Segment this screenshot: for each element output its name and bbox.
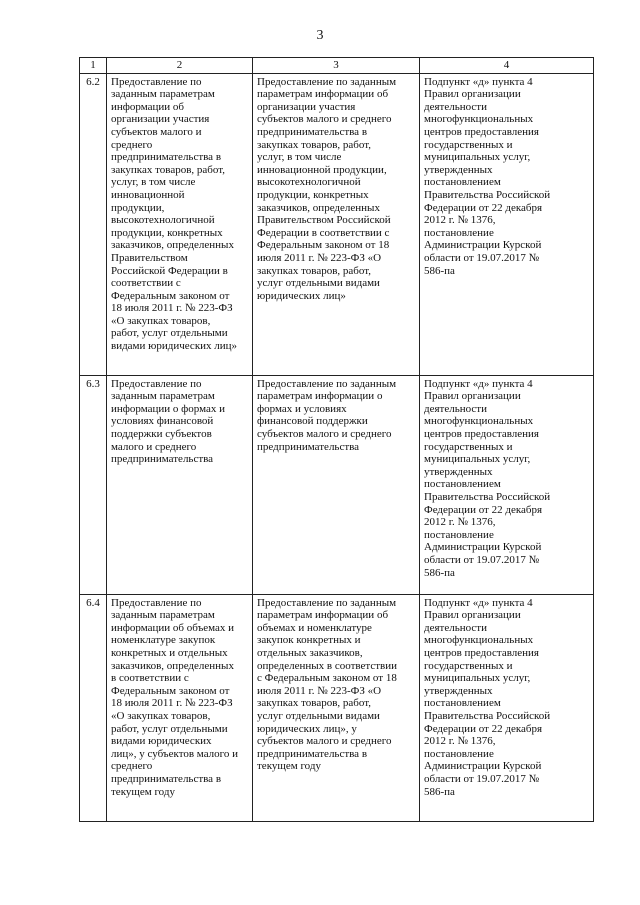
header-col-2: 2 bbox=[107, 58, 253, 74]
header-col-3: 3 bbox=[253, 58, 420, 74]
row-number: 6.4 bbox=[80, 594, 107, 821]
page-number: 3 bbox=[316, 28, 324, 43]
service-name-cell: Предоставление по заданным параметрам информации об организации участия субъектов малого и среднего предпринимательства в закупках товаров, работ, услуг, в том числе инновационной продукции, высокотехнологичной продукции, конкретных заказчиков, определенных Правительством Российской Федерации в соответствии с Федеральным законом от 18 июля 2011 г. № 223-ФЗ «О закупках товаров, работ, услуг отдельными видами юридических лиц» bbox=[107, 73, 253, 375]
table-row bbox=[80, 594, 594, 821]
service-name-cell: Предоставление по заданным параметрам информации об объемах и номенклатуре закупок конкретных и отдельных заказчиков, определенных в соответствии с Федеральным законом от 18 июля 2011 г. № 223-ФЗ «О закупках товаров, работ, услуг отдельными видами юридических лиц», у субъектов малого и среднего предпринимательства в текущем году bbox=[107, 594, 253, 821]
header-col-1: 1 bbox=[80, 58, 107, 74]
service-description-cell: Предоставление по заданным параметрам информации о формах и условиях финансовой поддержки субъектов малого и среднего предпринимательства bbox=[253, 375, 420, 594]
table-row bbox=[80, 375, 594, 594]
row-number: 6.2 bbox=[80, 73, 107, 375]
legal-basis-cell: Подпункт «д» пункта 4 Правил организации деятельности многофункциональных центров предоставления государственных и муниципальных услуг, утвержденных постановлением Правительства Российской Федерации от 22 декабря 2012 г. № 1376, постановление Администрации Курской области от 19.07.2017 № 586-па bbox=[420, 73, 594, 375]
table-header-row bbox=[80, 58, 594, 74]
legal-basis-cell: Подпункт «д» пункта 4 Правил организации деятельности многофункциональных центров предоставления государственных и муниципальных услуг, утвержденных постановлением Правительства Российской Федерации от 22 декабря 2012 г. № 1376, постановление Администрации Курской области от 19.07.2017 № 586-па bbox=[420, 594, 594, 821]
service-description-cell: Предоставление по заданным параметрам информации об объемах и номенклатуре закупок конкретных и отдельных заказчиков, определенных в соответствии с Федеральным законом от 18 июля 2011 г. № 223-ФЗ «О закупках товаров, работ, услуг отдельными видами юридических лиц», у субъектов малого и среднего предпринимательства в текущем году bbox=[253, 594, 420, 821]
header-col-4: 4 bbox=[420, 58, 594, 74]
service-description-cell: Предоставление по заданным параметрам информации об организации участия субъектов малого и среднего предпринимательства в закупках товаров, работ, услуг, в том числе инновационной продукции, высокотехнологичной продукции, конкретных заказчиков, определенных Правительством Российской Федерации в соответствии с Федеральным законом от 18 июля 2011 г. № 223-ФЗ «О закупках товаров, работ, услуг отдельными видами юридических лиц» bbox=[253, 73, 420, 375]
table-row bbox=[80, 73, 594, 375]
legal-basis-cell: Подпункт «д» пункта 4 Правил организации деятельности многофункциональных центров предоставления государственных и муниципальных услуг, утвержденных постановлением Правительства Российской Федерации от 22 декабря 2012 г. № 1376, постановление Администрации Курской области от 19.07.2017 № 586-па bbox=[420, 375, 594, 594]
service-name-cell: Предоставление по заданным параметрам информации о формах и условиях финансовой поддержки субъектов малого и среднего предпринимательства bbox=[107, 375, 253, 594]
row-number: 6.3 bbox=[80, 375, 107, 594]
services-table bbox=[79, 57, 594, 822]
